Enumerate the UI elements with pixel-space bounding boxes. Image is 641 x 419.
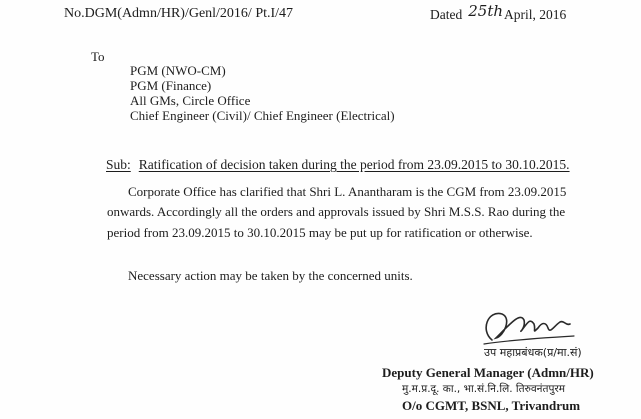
to-label: To: [91, 49, 105, 64]
body-line: onwards. Accordingly all the orders and approvals issued by Shri M.S.S. Rao during the: [107, 204, 566, 219]
recipient-item: PGM (NWO-CM): [130, 63, 226, 78]
date-line: [430, 2, 567, 23]
dated-label: Dated: [430, 7, 463, 22]
body-line: Corporate Office has clarified that Shri L. Anantharam is the CGM from 23.09.2015: [128, 184, 567, 199]
handwritten-signature: [470, 300, 580, 350]
dated-month-year: April, 2016: [504, 7, 567, 22]
body-line: Necessary action may be taken by the concerned units.: [128, 268, 413, 283]
recipient-item: All GMs, Circle Office: [130, 93, 251, 108]
hindi-office: मु.म.प्र.दू. का., भा.सं.नि.लि. तिरुवनंतपुरम: [402, 383, 566, 395]
dated-day: 25th: [468, 2, 504, 20]
body-line: period from 23.09.2015 to 30.10.2015 may be put up for ratification or otherwise.: [107, 225, 533, 240]
signatory-designation: Deputy General Manager (Admn/HR): [382, 365, 594, 380]
recipient-item: Chief Engineer (Civil)/ Chief Engineer (Electrical): [130, 108, 395, 123]
recipient-item: PGM (Finance): [130, 78, 212, 93]
subject-label: Sub:: [106, 157, 131, 172]
subject-line: [106, 157, 570, 173]
subject-text: Ratification of decision taken during the period from 23.09.2015 to 30.10.2015.: [138, 157, 570, 172]
signatory-office: O/o CGMT, BSNL, Trivandrum: [402, 398, 581, 413]
hindi-designation: उप महाप्रबंधक(प्र/मा.सं): [484, 346, 582, 359]
reference-number: No.DGM(Admn/HR)/Genl/2016/ Pt.I/47: [64, 6, 294, 21]
